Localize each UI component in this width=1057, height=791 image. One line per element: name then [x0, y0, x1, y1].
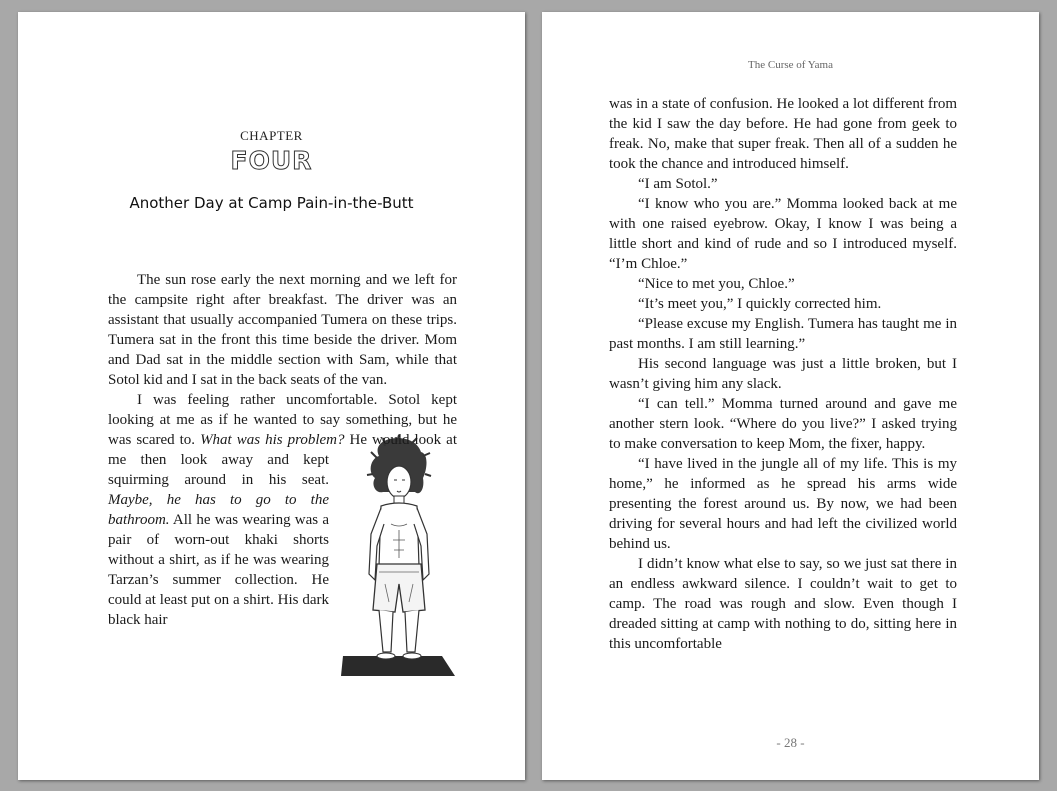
text-run: All he was wearing was a pair of worn-out khaki shorts without a shirt, as if he was wearing Tarzan’s summer collection. He could at least put on a shirt. His dark black hair	[108, 512, 329, 628]
paragraph: “Nice to met you, Chloe.”	[638, 276, 795, 292]
left-page	[18, 12, 525, 780]
left-page-body	[108, 270, 457, 679]
paragraph: The sun rose early the next morning and we left for the campsite right after breakfast. The driver was an assistant that usually accompanied Tumera on these trips. Tumera sat in the front this time beside the driver. Mom and Dad sat in the middle section with Sam, while that Sotol kid and I sat in the back seats of the van.	[108, 272, 457, 388]
paragraph: His second language was just a little broken, but I wasn’t giving him any slack.	[609, 356, 957, 392]
paragraph: “I know who you are.” Momma looked back at me with one raised eyebrow. Okay, I know I was being a little short and kind of rude and so I introduced myself. “I’m Chloe.”	[609, 196, 957, 272]
text-run: I was feeling rather uncomfortable. Sotol kept looking at me as if he wanted to say something, but he was scared to.	[108, 392, 457, 448]
paragraph	[108, 390, 457, 630]
running-header: The Curse of Yama	[748, 59, 833, 71]
paragraph: “Please excuse my English. Tumera has taught me in past months. I am still learning.”	[609, 316, 957, 352]
text-run: He would look at me then look away and kept squirming around in his seat.	[108, 432, 457, 488]
paragraph: was in a state of confusion. He looked a lot different from the kid I saw the day before. He had gone from geek to freak. No, make that super freak. Then all of a sudden he took the chance and introduced himself.	[609, 96, 957, 172]
paragraph: “It’s meet you,” I quickly corrected him.	[638, 296, 882, 312]
paragraph: “I can tell.” Momma turned around and gave me another stern look. “Where do you live?” I asked trying to make conversation to keep Mom, the fixer, happy.	[609, 396, 957, 452]
paragraph: “I have lived in the jungle all of my life. This is my home,” he informed as he spread his arms wide presenting the forest around us. By now, we had been driving for several hours and had left the civilized world behind us.	[609, 456, 957, 552]
chapter-title: Another Day at Camp Pain-in-the-Butt	[129, 194, 414, 212]
italic-thought: Maybe, he has to go to the bathroom.	[108, 492, 329, 528]
page-number: - 28 -	[776, 735, 805, 750]
right-page	[542, 12, 1039, 780]
paragraph: I didn’t know what else to say, so we just sat there in an endless awkward silence. I couldn’t wait to get to camp. The road was rough and slow. Even though I dreaded sitting at camp with nothing to do, sitting here in this uncomfortable	[609, 556, 957, 652]
chapter-label: CHAPTER	[240, 128, 303, 143]
right-page-body	[609, 94, 957, 654]
chapter-number: FOUR	[230, 146, 313, 175]
italic-thought: What was his problem?	[200, 432, 345, 448]
paragraph: “I am Sotol.”	[638, 176, 718, 192]
boy-in-shorts-sketch-icon	[339, 434, 457, 679]
